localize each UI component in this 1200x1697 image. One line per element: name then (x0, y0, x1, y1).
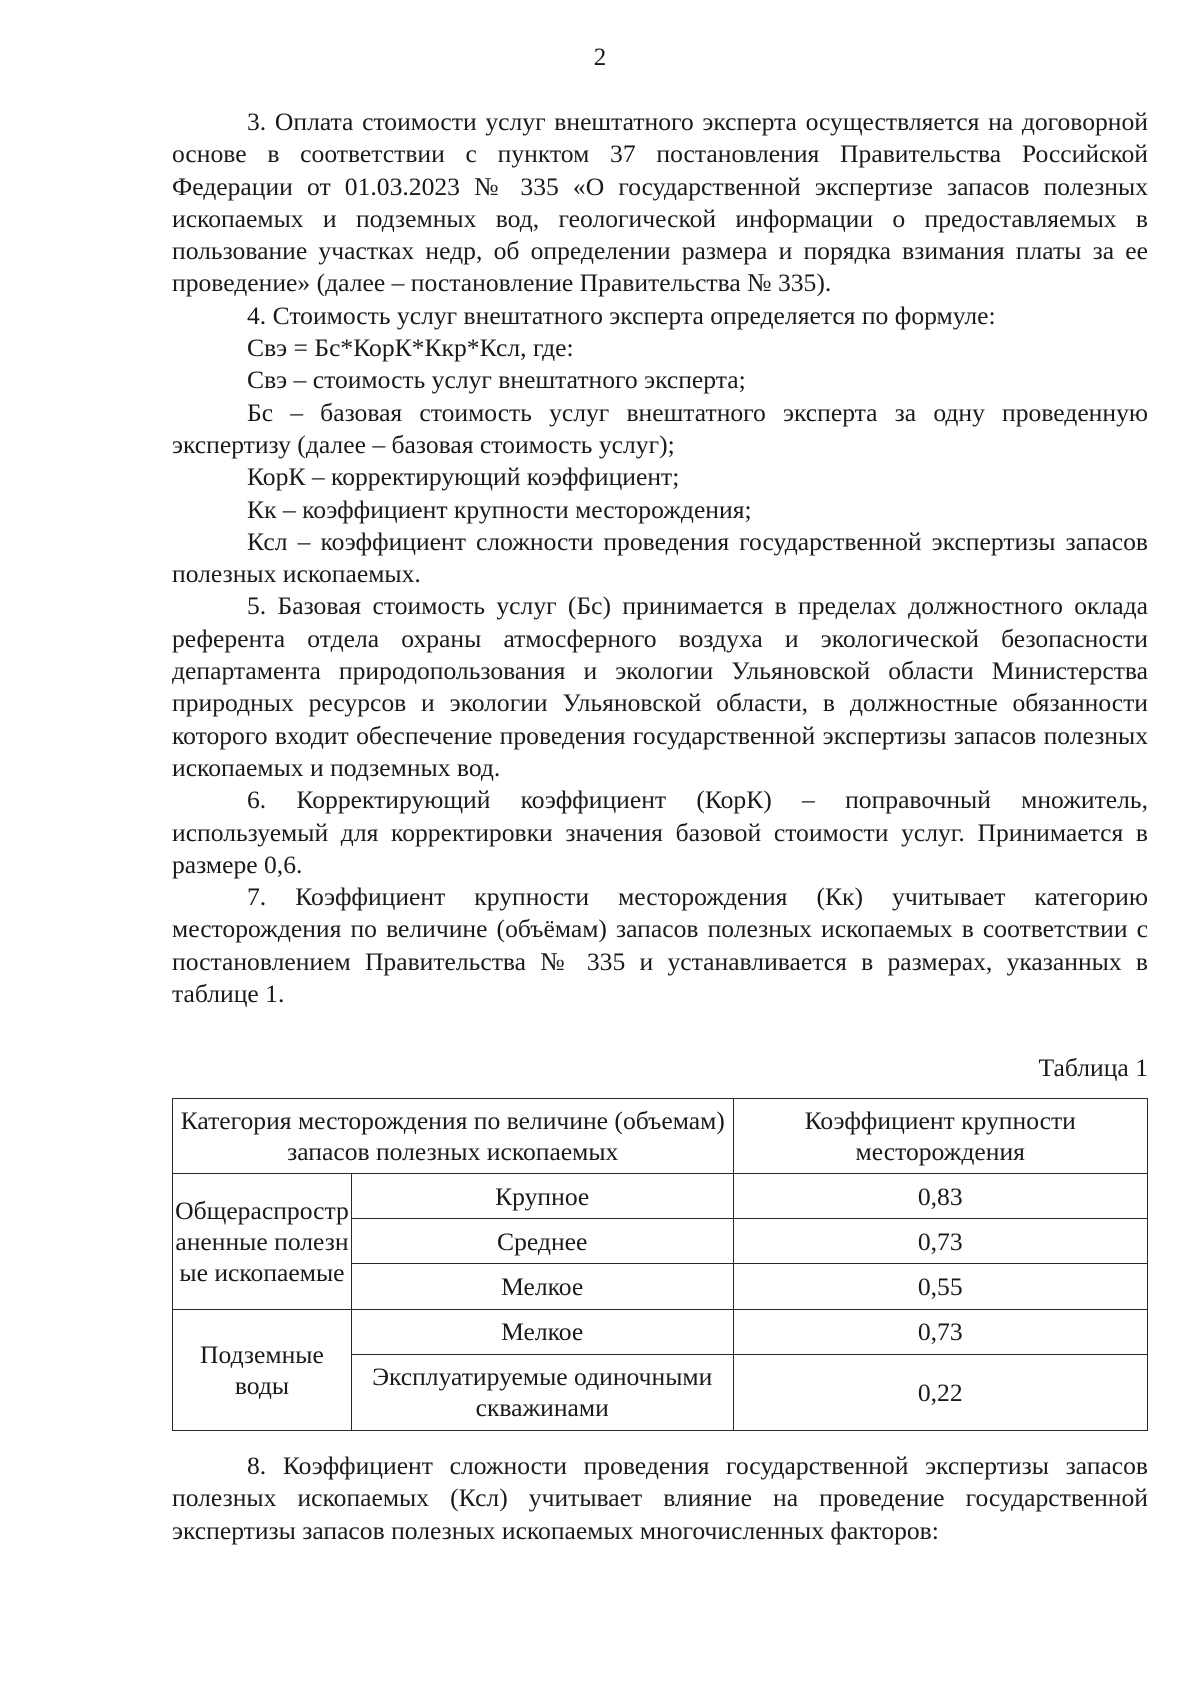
table-header-row (173, 1099, 1148, 1174)
header-coefficient: Коэффициент крупности месторождения (733, 1099, 1148, 1174)
body-text-lower (172, 1450, 1148, 1547)
definition-sve: Свэ – стоимость услуг внештатного эксперта; (247, 365, 746, 395)
deposit-type: Мелкое (351, 1264, 733, 1309)
definition-kork: КорК – корректирующий коэффициент; (247, 462, 680, 492)
paragraph-5: 5. Базовая стоимость услуг (Бс) принимается в пределах должностного оклада референта отдела охраны атмосферного воздуха и экологической безопасности департамента природопользования и экологии Ульяновской области Министерства природных ресурсов и экологии Ульяновской области, в должностные обязанности которого входит обеспечение проведения государственной экспертизы запасов полезных ископаемых и подземных вод. (172, 591, 1148, 782)
definition-kk: Кк – коэффициент крупности месторождения; (247, 494, 752, 524)
coefficient-value: 0,73 (733, 1219, 1148, 1264)
group-name-common: Общераспространенные полезные ископаемые (173, 1174, 352, 1310)
table-row (173, 1309, 1148, 1354)
deposit-type: Эксплуатируемые одиночными скважинами (351, 1354, 733, 1430)
paragraph-4: 4. Стоимость услуг внештатного эксперта определяется по формуле: (247, 300, 996, 330)
table-row (173, 1174, 1148, 1219)
formula: Свэ = Бс*КорК*Ккр*Ксл, где: (247, 333, 574, 363)
paragraph-7: 7. Коэффициент крупности месторождения (Кк) учитывает категорию месторождения по величине (объёмам) запасов полезных ископаемых в соответствии с постановлением Правительства № 335 и устанавливается в размерах, указанных в таблице 1. (172, 882, 1148, 1009)
coefficient-value: 0,22 (733, 1354, 1148, 1430)
paragraph-8: 8. Коэффициент сложности проведения государственной экспертизы запасов полезных ископаемых (Ксл) учитывает влияние на проведение государственной экспертизы запасов полезных ископаемых многочисленных факторов: (172, 1451, 1148, 1545)
coefficient-value: 0,55 (733, 1264, 1148, 1309)
definition-bs: Бс – базовая стоимость услуг внештатного эксперта за одну проведенную экспертизу (далее – базовая стоимость услуг); (172, 397, 1148, 459)
coefficient-value: 0,73 (733, 1309, 1148, 1354)
page-number: 2 (593, 44, 607, 71)
definition-ksl: Ксл – коэффициент сложности проведения государственной экспертизы запасов полезных ископаемых. (172, 526, 1148, 589)
group-name-groundwater: Подземные воды (173, 1309, 352, 1430)
table-caption: Таблица 1 (1038, 1053, 1148, 1082)
deposit-type: Крупное (351, 1174, 733, 1219)
body-text-upper (172, 106, 1148, 1010)
paragraph-6: 6. Корректирующий коэффициент (КорК) – поправочный множитель, используемый для корректировки значения базовой стоимости услуг. Принимается в размере 0,6. (172, 785, 1148, 879)
deposit-type: Мелкое (351, 1309, 733, 1354)
header-category: Категория месторождения по величине (объемам) запасов полезных ископаемых (173, 1099, 734, 1174)
paragraph-3: 3. Оплата стоимости услуг внештатного эксперта осуществляется на договорной основе в соответствии с пунктом 37 постановления Правительства Российской Федерации от 01.03.2023 № 335 «О государственной экспертизе запасов полезных ископаемых и подземных вод, геологической информации о предоставляемых в пользование участках недр, об определении размера и порядка взимания платы за ее проведение» (далее – постановление Правительства № 335). (172, 107, 1148, 298)
coefficient-table (172, 1098, 1148, 1431)
coefficient-value: 0,83 (733, 1174, 1148, 1219)
deposit-type: Среднее (351, 1219, 733, 1264)
